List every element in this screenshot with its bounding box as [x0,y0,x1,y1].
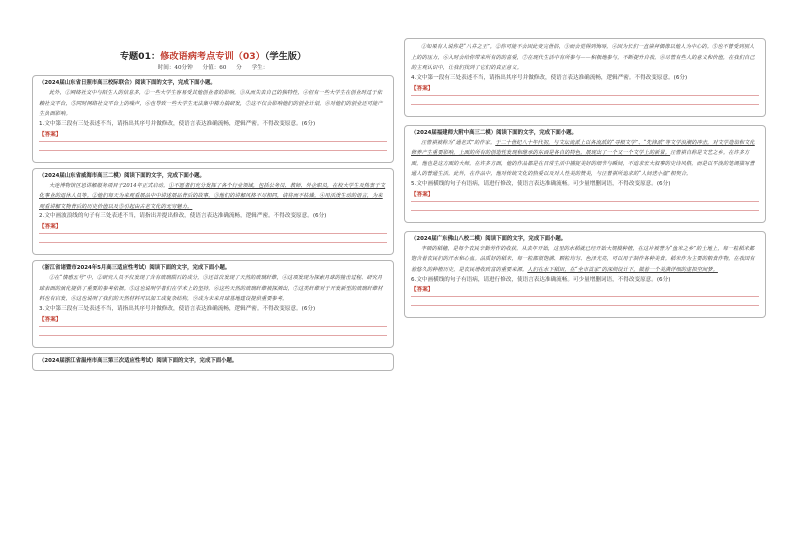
right-column [404,0,766,318]
question-2-answer-lines[interactable] [39,233,387,243]
question-4-passage-continued: ①如果有人说你是“八井之王”，②你可能不会因此变完世俗，③而会觉得到悔辱，④因为长们一直崇拜偶像以他人为中心的。⑤也不曾受到别人上的的压力，⑥入时会给你带来所有的的喜爱，⑦在现代生活中有所参与——积极地参与，不断提升自我，⑧尽管有些人的意义和价值，在我们自己的主观认识中，让我们找到了它们的真正意义。 [411,44,755,72]
question-4-source: （2024届浙江省温州市高三第三次适应性考试）阅读下面的文字，完成下面小题。 [39,357,238,364]
question-2-passage-d: ③他们的讲解风格不尽相同，请将而不枯燥。④用活泼生动的语言，为来观看讲解文物背后的历史价值以及 [39,193,383,210]
title-prefix: 专题01： [119,51,161,62]
question-2-box [32,168,394,256]
question-3-box [32,260,394,348]
question-5-passage-c: 汪曾祺自称是文艺之乡。在许多方面，他也是这方面的大师。 [411,150,750,167]
question-2-passage-c: ②他们每天为来观看展品中中讲述展品背后的故事。 [91,193,214,200]
question-2-source: （2024届山东省威海市高三二模）阅读下面的文字，完成下面小题。 [39,172,205,179]
question-1-answer-label: 【答案】 [39,131,62,138]
left-column [32,0,394,371]
page-title [32,50,394,63]
question-2-passage-b: ①不愿者们充分发挥了各个行业领域，包括公务员、教师、外企职员，在校大学生及热衷于文化事业的退休人员等。 [39,182,386,200]
question-2-passage [39,181,387,213]
question-4-prompt: 4.文中第一段有三处表述不当，请指出其序号并做修改，使语言表达准确流畅，逻辑严密。不得改变原意。(6分) [411,74,688,81]
question-6-passage-b: 人们在水下稻田，在“全市首家”的深圳设计下，做着一个美满详细的虚拟空间梦。 [527,266,718,273]
question-6-prompt: 6.文中画横线的句子有语病，请进行修改，使语言表达准确流畅。可少量增删词语，不得改变原意。(6分) [411,276,671,283]
question-5-answer-lines[interactable] [411,201,759,211]
question-5-box [404,125,766,223]
title-main: 修改语病考点专训（03） [160,51,265,62]
question-6-answer-lines[interactable] [411,296,759,306]
question-6-passage [411,244,759,276]
question-3-source: （浙江省诸暨市2024年5月高三适应性考试）阅读下面的文字，完成下面小题。 [39,265,231,272]
question-5-passage-a: 汪曾祺被称为“通老式”的作家。 [421,139,496,146]
question-2-prompt: 2.文中画波浪线的句子有三处表述不当，请指出并提出修改，使语言表达准确流畅，逻辑严密。不得改变原意。(6分) [39,213,327,220]
question-5-answer-label: 【答案】 [411,191,434,198]
student-field: 学生： [251,65,269,71]
time-limit: 时间：40分钟 [157,65,193,71]
question-6-passage-a: 丰硕的稻穗，是每个农民辛勤劳作的收获。从去年开始，这里的水稻就已经开始大规模种植，在这片被誉为“鱼米之乡”的土地上，每一粒稻米都饱含着农民们的汗水和心血。品质好的稻米，每一粒都很饱满、颗粒均匀、色泽光亮，可以用于制作各种美食。稻米作为主要的粮食作物，在我国有着悠久的种植历史，是农民增收致富的重要来源。 [411,245,755,273]
question-5-source: （2024届福建师大附中高三二模）阅读下面的文字，完成下面小题。 [411,129,577,136]
question-4-source-box [32,353,394,371]
question-6-answer-label: 【答案】 [411,287,434,294]
question-1-passage: 此外，①网络社交中与陌生人的信息多，②一些大学生容易受其他创业者的影响，③从而失去自己的独特性，④但有一些大学生在创业时过于依赖社交平台，⑤同时网络社交平台上的噪声，⑥也导致一些大学生无法集中精力搞研发，⑦这不仅会影响他们的创业计划，⑧对他们的创业还可能产生负面影响。 [39,90,383,118]
question-5-passage-d: 在许多方面，他的作品都是在日常生活中捕捉美好的细节与瞬间，不追求宏大叙事的史诗风格，而是以平淡的笔调描写普通人的普通生活。此外，在作品中，他对传统文化的热爱以及对人性美的赞美，与汪曾祺所追求的“人间送小温”相契合。 [411,160,755,178]
question-3-answer-label: 【答案】 [39,316,62,323]
exam-meta [32,63,394,73]
question-3-answer-lines[interactable] [39,326,387,336]
question-4-answer-label: 【答案】 [411,85,434,92]
question-1-box [32,75,394,163]
question-5-passage [411,138,759,180]
question-4-answer-lines[interactable] [411,95,759,105]
question-6-source: （2024届广东佛山八校二模）阅读下面的文字，完成下面小题。 [411,235,567,242]
question-2-answer-label: 【答案】 [39,224,62,231]
question-4-box [404,38,766,117]
score-total: 分值：60 分 [202,65,242,71]
question-1-answer-lines[interactable] [39,141,387,151]
question-5-passage-b: 于二十世纪八十年代初，与文坛流派上以各流派的“寻根文学”、“先锋派”等文学浪潮的冲击，对文学造诣和文化修养产生重要影响，上面的所有的创造性发现和继承的东西是各自的特色，展现出了一个又一个文学上的新景。 [411,139,755,157]
question-3-prompt: 3.文中第三段有三处表述不当，请指出其序号并做修改，使语言表达准确流畅，逻辑严密。不得改变原意。(6分) [39,305,316,312]
title-suffix: （学生版） [264,51,307,62]
question-5-prompt: 5.文中画横线的句子有语病，请进行修改，使语言表达准确流畅。可少量增删词语，不得改变原意。(6分) [411,180,671,187]
question-2-passage-a: 大连博物馆区思讲解服务项目于2014年正式启动。 [49,182,169,189]
question-2-passage-e: ⑤引起由古老文化的无穷魅力。 [118,203,193,210]
question-1-prompt: 1.文中第三段有三处表述不当，请指出其序号并做修改，使语言表达准确流畅，逻辑严密。不得改变原意。(6分) [39,120,316,127]
question-1-source: （2024届山东省日照市高三校际联合）阅读下面的文字，完成下面小题。 [39,80,216,86]
question-6-box [404,231,766,319]
question-3-passage: ①在“情感五号”中，②研究人员不仅发现了含有玻璃陨石的成分，③还首次发现了天然的玻璃纤维，④这项发现为探索月球的撞击过程、研究月球表面的演化提供了重要的参考依据。⑤这也说明学者们在学术上的坚持，⑥这些天然的玻璃纤维被探测出，⑦这类纤维对于开发新型的玻璃纤维材料也有启发，⑧这也说明了我们的天然材料可以加工成复杂结构，⑨成为未来月球基地建设提供重要参考。 [39,275,383,303]
